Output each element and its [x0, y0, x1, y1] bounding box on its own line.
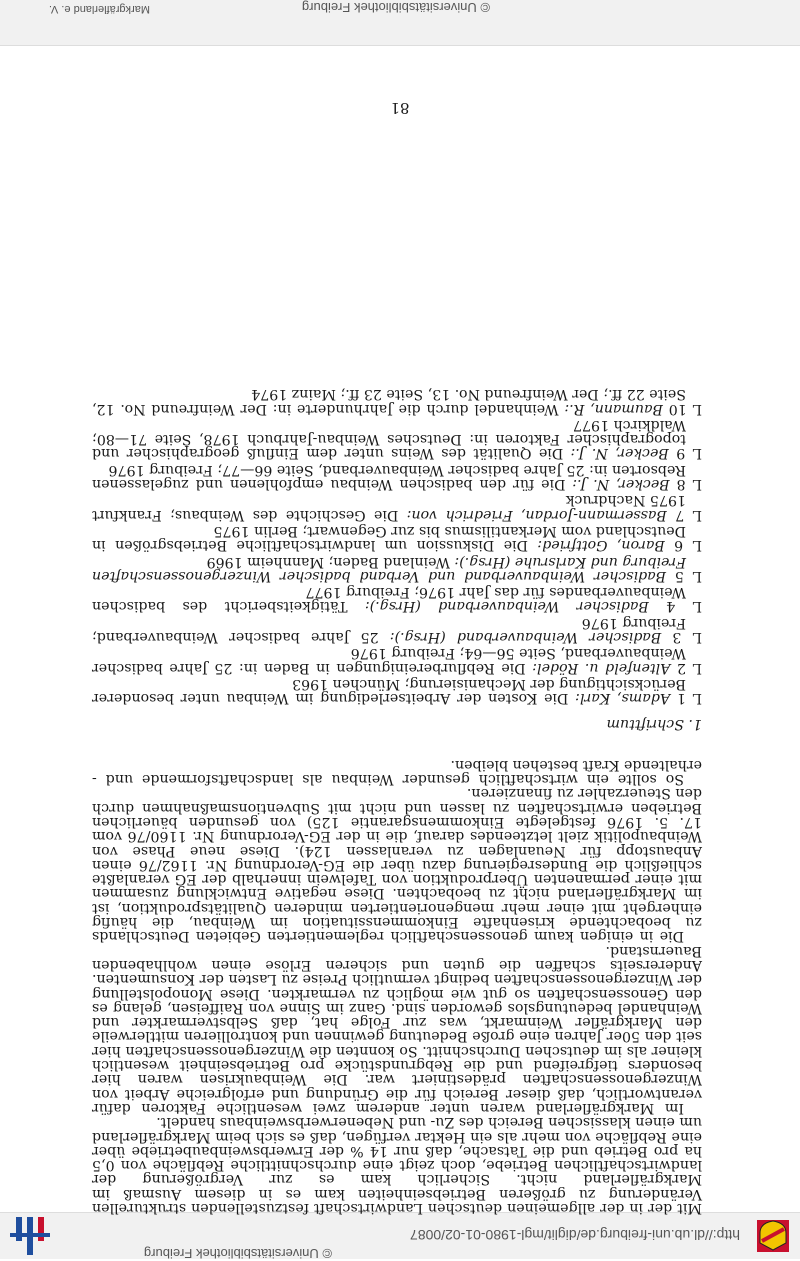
entry-text: Die Rebflurbereinigungen in Baden in: 25 Jahre badischer Weinbauverband, Seite 56—64; Freiburg 1976 — [92, 645, 686, 676]
society-logo-icon — [756, 1219, 790, 1253]
entry-text: Tätigkeitsbericht des badischen Weinbauverbandes für das Jahr 1976; Freiburg 1977 — [92, 584, 686, 615]
page-number: 81 — [390, 99, 410, 117]
body-paragraph: Die in einigen kaum genossenschaftlich reglementierten Gebieten Deutschlands zu beobachtende krisenhafte Einkommenssituation im Weinbau, die häufig einhergeht mit einer mehr mengenorientierten minderen Qualitätsproduktion, ist im Markgräflerland nicht zu beobachten. Diese negative Entwicklung zusammen mit einer permanenten Überproduktion von Tafelwein innerhalb der EG veranlaßte schließlich die Bundesregierung dazu über die EG-Verordnung Nr. 1162/76 einen Anbaustopp für Neuanlagen zu veranlassen 124). Diese neue Phase von Weinbaupolitik zielt letzteendes darauf, die in der EG-Verordnung Nr. 1160/76 vom 17. 5. 1976 festgelegte Einkommensgarantie 125) von gesunden bäuerlichen Betrieben erwirtschaften zu lassen und nicht mit Subventionsmaßnahmen durch den Steuerzahler zu finanzieren. — [92, 785, 702, 945]
footer-copyright: © Universitätsbibliothek Freiburg — [143, 1246, 332, 1261]
body-paragraph: Im Markgräflerland waren unter anderem zwei wesentliche Faktoren dafür verantwortlich, daß dieser Bereich für die Gründung und erfolgreiche Arbeit von Winzergenossenschaften prädestiniert war. Die Weinbaukrisen waren hier besonders tiefgreifend und die Rebgrundstücke pro Betriebseinheit wesentlich kleiner als im deutschen Durchschnitt. So konnten die Winzergenossenschaften hier seit den 50er Jahren eine große Bedeutung gewinnen und kontrollieren mittlerweile den Markgräfler Weinmarkt, was zur Folge hat, daß Selbstvermarkter und Weinhandel bedeutungslos geworden sind. Ganz im Sinne von Raiffeisen, gelang es den Genossenschaften so gut wie möglich zu vermarkten. Diese Monopolstellung der Winzergenossenschaften bedingt vermutlich Preise zu Lasten der Konsumenten. Andererseits schaffen die guten und sicheren Erlöse einen wohlhabenden Bauernstand. — [92, 942, 702, 1116]
literature-entry — [92, 615, 702, 644]
entry-number: L 2 — [676, 659, 702, 676]
entry-author: Altenfeld u. Rödel: — [532, 659, 671, 676]
literature-entry — [92, 418, 702, 461]
header-copyright: © Universitätsbibliothek Freiburg — [301, 0, 490, 15]
entry-text: Die Diskussion um landwirtschaftliche Betriebsgrößen in Deutschland vom Merkantilismus bis zur Gegenwart; Berlin 1975 — [92, 522, 686, 554]
literature-entry — [92, 646, 702, 675]
literature-entry — [92, 524, 702, 553]
entry-number: L 8 — [676, 476, 702, 493]
footer-bar — [0, 1212, 800, 1259]
section-heading: 1. Schrifttum — [606, 716, 702, 733]
entry-text: Die für den badischen Weinbau empfohlenen und zugelassenen Rebsorten in: 25 Jahre badischer Weinbauverband, Seite 66—77; Freiburg 1976 — [91, 461, 686, 493]
entry-text: 25 Jahre badischer Weinbauverband; Freiburg 1976 — [92, 614, 686, 646]
entry-author: Baumann, R.: — [564, 400, 663, 417]
entry-number: L 5 — [674, 567, 702, 584]
entry-author: Bassermann-Jordan, Friedrich von: — [406, 506, 667, 523]
entry-text: Weinland Baden; Mannheim 1969 — [206, 553, 450, 570]
entry-author: Adams, Karl: — [575, 690, 671, 707]
entry-author: Baron, Gottfried: — [537, 537, 665, 554]
literature-entry — [92, 677, 702, 706]
entry-author: Badischer Weinbauverband (Hrsg.): — [364, 598, 649, 615]
entry-number: L 6 — [674, 537, 702, 554]
entry-text: Die Kosten der Arbeitserledigung im Weinbau unter besonderer Berücksichtigung der Mechanisierung; München 1963 — [91, 675, 686, 707]
body-paragraph: Mit der in der allgemeinen deutschen Landwirtschaft festzustellenden strukturellen Veränderung zu größeren Betriebseinheiten kam es in diesem Ausmaß im Markgräflerland nicht. Sicherlich kam es zur Vergrößerung der landwirtschaftlichen Betriebe, doch zeigt eine durchschnittliche Rebfläche von 0,5 ha pro Betrieb und die Tatsache, daß nur 14 % der Erwerbsweinbaubetriebe über eine Rebfläche von mehr als ein Hektar verfügen, daß es sich beim Markgräflerland um einen klassischen Bereich des Zu- und Nebenerwerbsweinbaus handelt. — [92, 1114, 702, 1216]
entry-number: L 9 — [676, 445, 702, 462]
entry-number: L 10 — [668, 400, 702, 417]
footer-url[interactable]: http://dl.ub.uni-freiburg.de/diglit/mgl-1980-01-02/0087 — [410, 1227, 740, 1243]
entry-author: Becker, N. J.: — [570, 445, 669, 462]
entry-number: L 1 — [676, 690, 702, 707]
header-society: Markgräflerland e. V. — [48, 3, 150, 15]
literature-entry — [92, 585, 702, 614]
body-paragraph: So sollte ein wirtschaftlich gesunder Weinbau als landschaftsformende und -erhaltende Kraft bestehen bleiben. — [92, 756, 702, 788]
literature-entry — [92, 462, 702, 491]
header-bar — [0, 0, 800, 46]
literature-list — [92, 387, 702, 705]
entry-number: L 7 — [675, 506, 702, 523]
main-text — [92, 385, 702, 1215]
entry-number: L 4 — [666, 598, 702, 615]
literature-entry — [92, 493, 702, 522]
literature-entry — [92, 387, 702, 416]
entry-text: Weinhandel durch die Jahrhunderte in: Der Weinfreund No. 12, Seite 22 ff.; Der Weinfreund No. 13, Seite 23 ff.; Mainz 1974 — [91, 386, 686, 417]
entry-text: Die Geschichte des Weinbaus; Frankfurt 1975 Nachdruck — [91, 492, 686, 523]
entry-text: Die Qualität des Weins unter dem Einfluß geographischer und topographischer Faktoren in: Deutsches Weinbau-Jahrbuch 1978, Seite 71—80; Waldkirch 1977 — [91, 416, 686, 462]
literature-entry — [92, 554, 702, 583]
university-logo-icon — [10, 1217, 50, 1255]
entry-author: Badischer Weinbauverband und Verband badischer Winzergenossenschaften Freiburg und Karlsruhe (Hrsg.): — [92, 553, 686, 584]
entry-number: L 3 — [672, 629, 702, 646]
entry-author: Badischer Weinbauverband (Hrsg.): — [389, 629, 662, 646]
entry-author: Becker, N. J.: — [572, 476, 670, 493]
